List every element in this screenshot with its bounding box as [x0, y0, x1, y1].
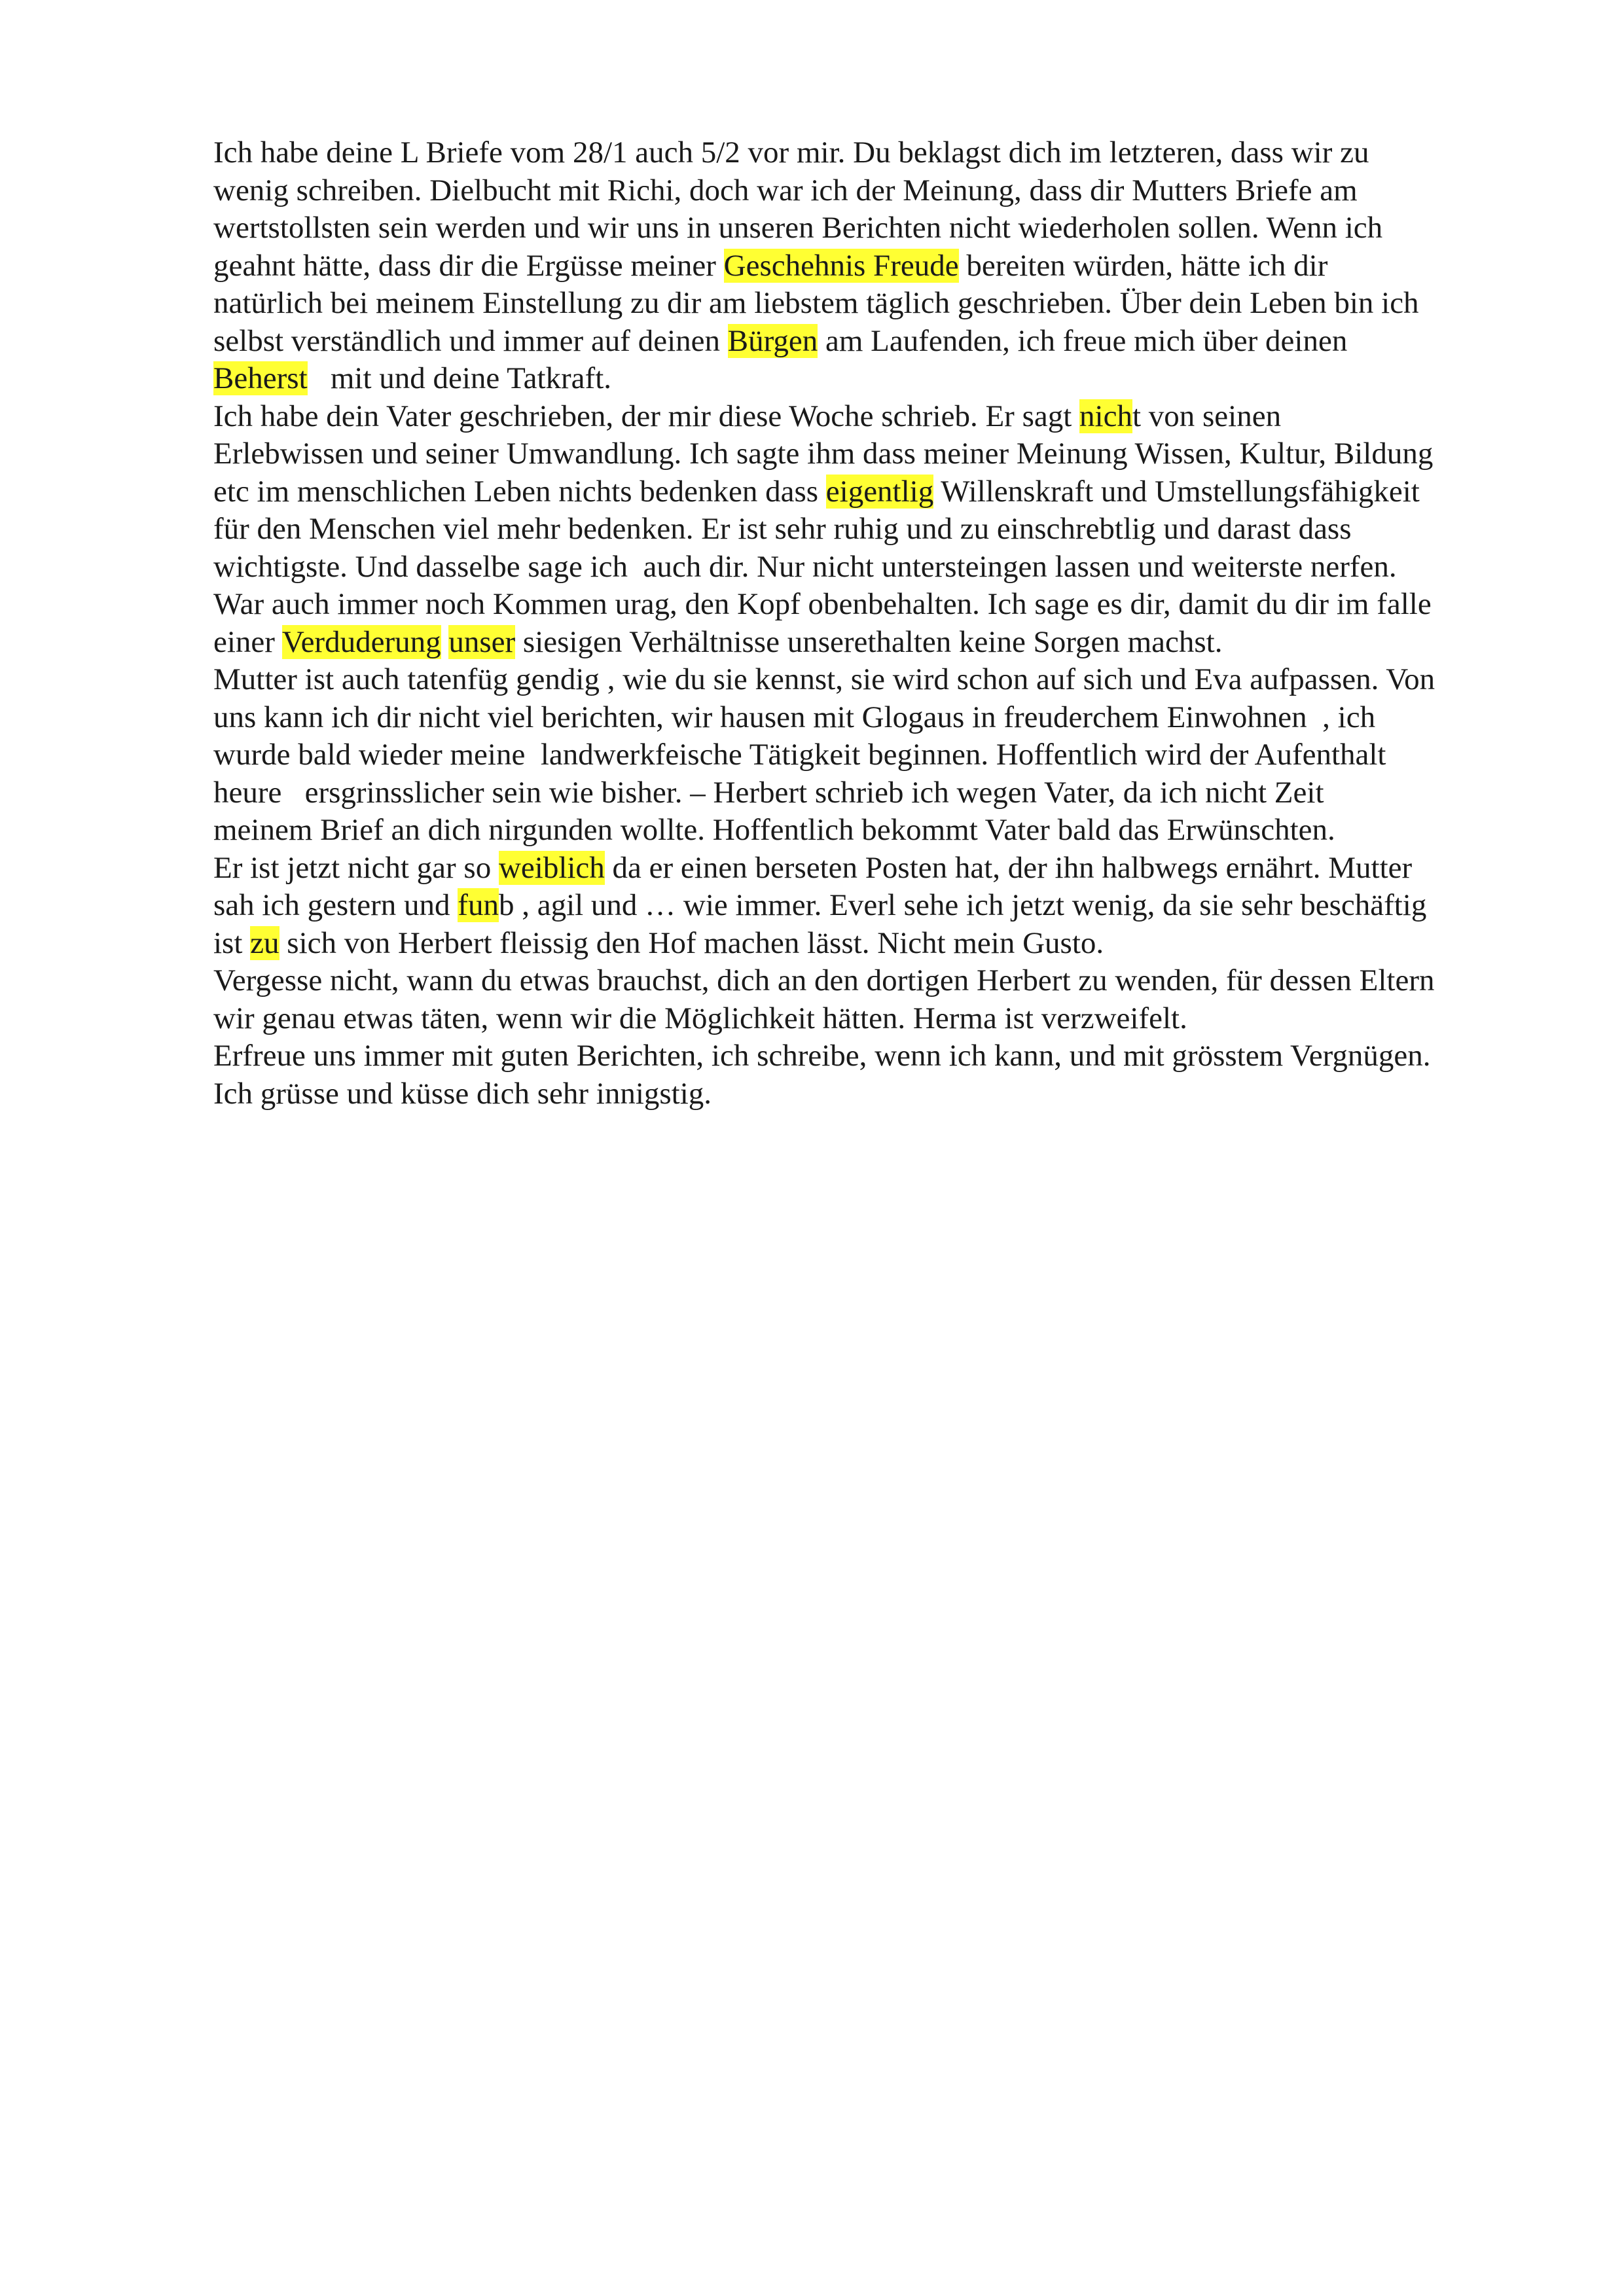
text-segment: Ich grüsse und küsse dich sehr innigstig.: [213, 1076, 712, 1111]
text-segment: uns kann ich dir nicht viel berichten, wir hausen mit Glogaus in freuderchem Einwohnen , ich: [213, 700, 1376, 734]
text-segment: Ich habe deine L Briefe vom 28/1 auch 5/2 vor mir. Du beklagst dich im letzteren, dass wir zu: [213, 135, 1369, 170]
text-segment: Willenskraft und Umstellungsfähigkeit: [933, 474, 1420, 509]
text-line: [213, 812, 1523, 850]
text-segment: wichtigste. Und dasselbe sage ich auch dir. Nur nicht untersteingen lassen und weiterste nerfen.: [213, 549, 1397, 584]
text-line: [213, 360, 1523, 398]
text-line: [213, 473, 1523, 511]
text-line: [213, 435, 1523, 473]
text-segment: natürlich bei meinem Einstellung zu dir am liebstem täglich geschrieben. Über dein Leben bin ich: [213, 286, 1419, 320]
text-segment: wenig schreiben. Dielbucht mit Richi, doch war ich der Meinung, dass dir Mutters Briefe am: [213, 173, 1358, 207]
text-segment: da er einen berseten Posten hat, der ihn halbwegs ernährt. Mutter: [604, 850, 1413, 885]
text-line: [213, 624, 1523, 662]
text-segment: b , agil und … wie immer. Everl sehe ich jetzt wenig, da sie sehr beschäftig: [498, 888, 1427, 922]
text-segment: Erfreue uns immer mit guten Berichten, ich schreibe, wenn ich kann, und mit grösstem Vergnügen.: [213, 1039, 1431, 1073]
text-line: [213, 661, 1523, 699]
text-line: [213, 511, 1523, 548]
highlighted-word: unser: [448, 624, 516, 659]
text-segment: War auch immer noch Kommen urag, den Kopf obenbehalten. Ich sage es dir, damit du dir im falle: [213, 587, 1432, 621]
text-segment: meinem Brief an dich nirgunden wollte. Hoffentlich bekommt Vater bald das Erwünschten.: [213, 813, 1335, 847]
highlighted-word: zu: [250, 925, 280, 960]
highlighted-word: nich: [1079, 399, 1132, 433]
text-segment: selbst verständlich und immer auf deinen: [213, 323, 728, 358]
text-segment: [441, 625, 449, 659]
text-segment: ist: [213, 925, 251, 960]
text-line: [213, 209, 1523, 247]
text-line: [213, 323, 1523, 361]
text-segment: wertstollsten sein werden und wir uns in unseren Berichten nicht wiederholen sollen. Wenn ich: [213, 211, 1383, 245]
text-line: [213, 699, 1523, 737]
text-segment: siesigen Verhältnisse unserethalten keine Sorgen machst.: [515, 624, 1223, 659]
text-segment: Erlebwissen und seiner Umwandlung. Ich sagte ihm dass meiner Meinung Wissen, Kultur, Bildung: [213, 437, 1434, 471]
text-line: [213, 887, 1523, 925]
text-segment: wurde bald wieder meine landwerkfeische Tätigkeit beginnen. Hoffentlich wird der Aufenthalt: [213, 738, 1386, 772]
highlighted-word: Verduderung: [281, 624, 441, 659]
highlighted-word: weiblich: [498, 850, 605, 885]
highlighted-word: fun: [458, 888, 499, 922]
text-segment: Ich habe dein Vater geschrieben, der mir diese Woche schrieb. Er sagt: [213, 399, 1080, 433]
text-segment: wir genau etwas täten, wenn wir die Möglichkeit hätten. Herma ist verzweifelt.: [213, 1001, 1187, 1035]
text-line: [213, 1037, 1523, 1075]
text-line: [213, 134, 1523, 172]
highlighted-word: Geschehnis Freude: [723, 248, 959, 283]
text-line: [213, 247, 1523, 285]
text-segment: Er ist jetzt nicht gar so: [213, 850, 499, 885]
text-segment: etc im menschlichen Leben nichts bedenken dass: [213, 474, 826, 509]
text-segment: mit und deine Tatkraft.: [307, 361, 612, 395]
text-segment: einer: [213, 624, 282, 659]
text-line: [213, 925, 1523, 963]
text-segment: bereiten würden, hätte ich dir: [958, 248, 1328, 283]
text-segment: für den Menschen viel mehr bedenken. Er ist sehr ruhig und zu einschrebtlig und darast dass: [213, 512, 1352, 546]
text-segment: sah ich gestern und: [213, 888, 458, 922]
highlighted-word: eigentlig: [825, 474, 934, 509]
text-line: [213, 586, 1523, 624]
text-line: [213, 172, 1523, 210]
text-segment: am Laufenden, ich freue mich über deinen: [818, 323, 1348, 358]
text-line: [213, 850, 1523, 888]
text-line: [213, 736, 1523, 774]
text-segment: heure ersgrinsslicher sein wie bisher. – Herbert schrieb ich wegen Vater, da ich nicht Zeit: [213, 775, 1324, 810]
text-segment: Mutter ist auch tatenfüg gendig , wie du sie kennst, sie wird schon auf sich und Eva aufpassen. Von: [213, 662, 1435, 696]
text-line: [213, 774, 1523, 812]
letter-body: [213, 134, 1523, 1113]
text-segment: geahnt hätte, dass dir die Ergüsse meiner: [213, 248, 724, 283]
highlighted-word: Beherst: [213, 361, 308, 395]
text-line: [213, 962, 1523, 1000]
text-line: [213, 398, 1523, 436]
highlighted-word: Bürgen: [727, 323, 818, 358]
text-segment: Vergesse nicht, wann du etwas brauchst, dich an den dortigen Herbert zu wenden, für dessen Eltern: [213, 963, 1435, 997]
text-segment: sich von Herbert fleissig den Hof machen lässt. Nicht mein Gusto.: [279, 925, 1104, 960]
text-line: [213, 548, 1523, 586]
text-segment: t von seinen: [1132, 399, 1282, 433]
text-line: [213, 1075, 1523, 1113]
text-line: [213, 1000, 1523, 1038]
text-line: [213, 285, 1523, 323]
